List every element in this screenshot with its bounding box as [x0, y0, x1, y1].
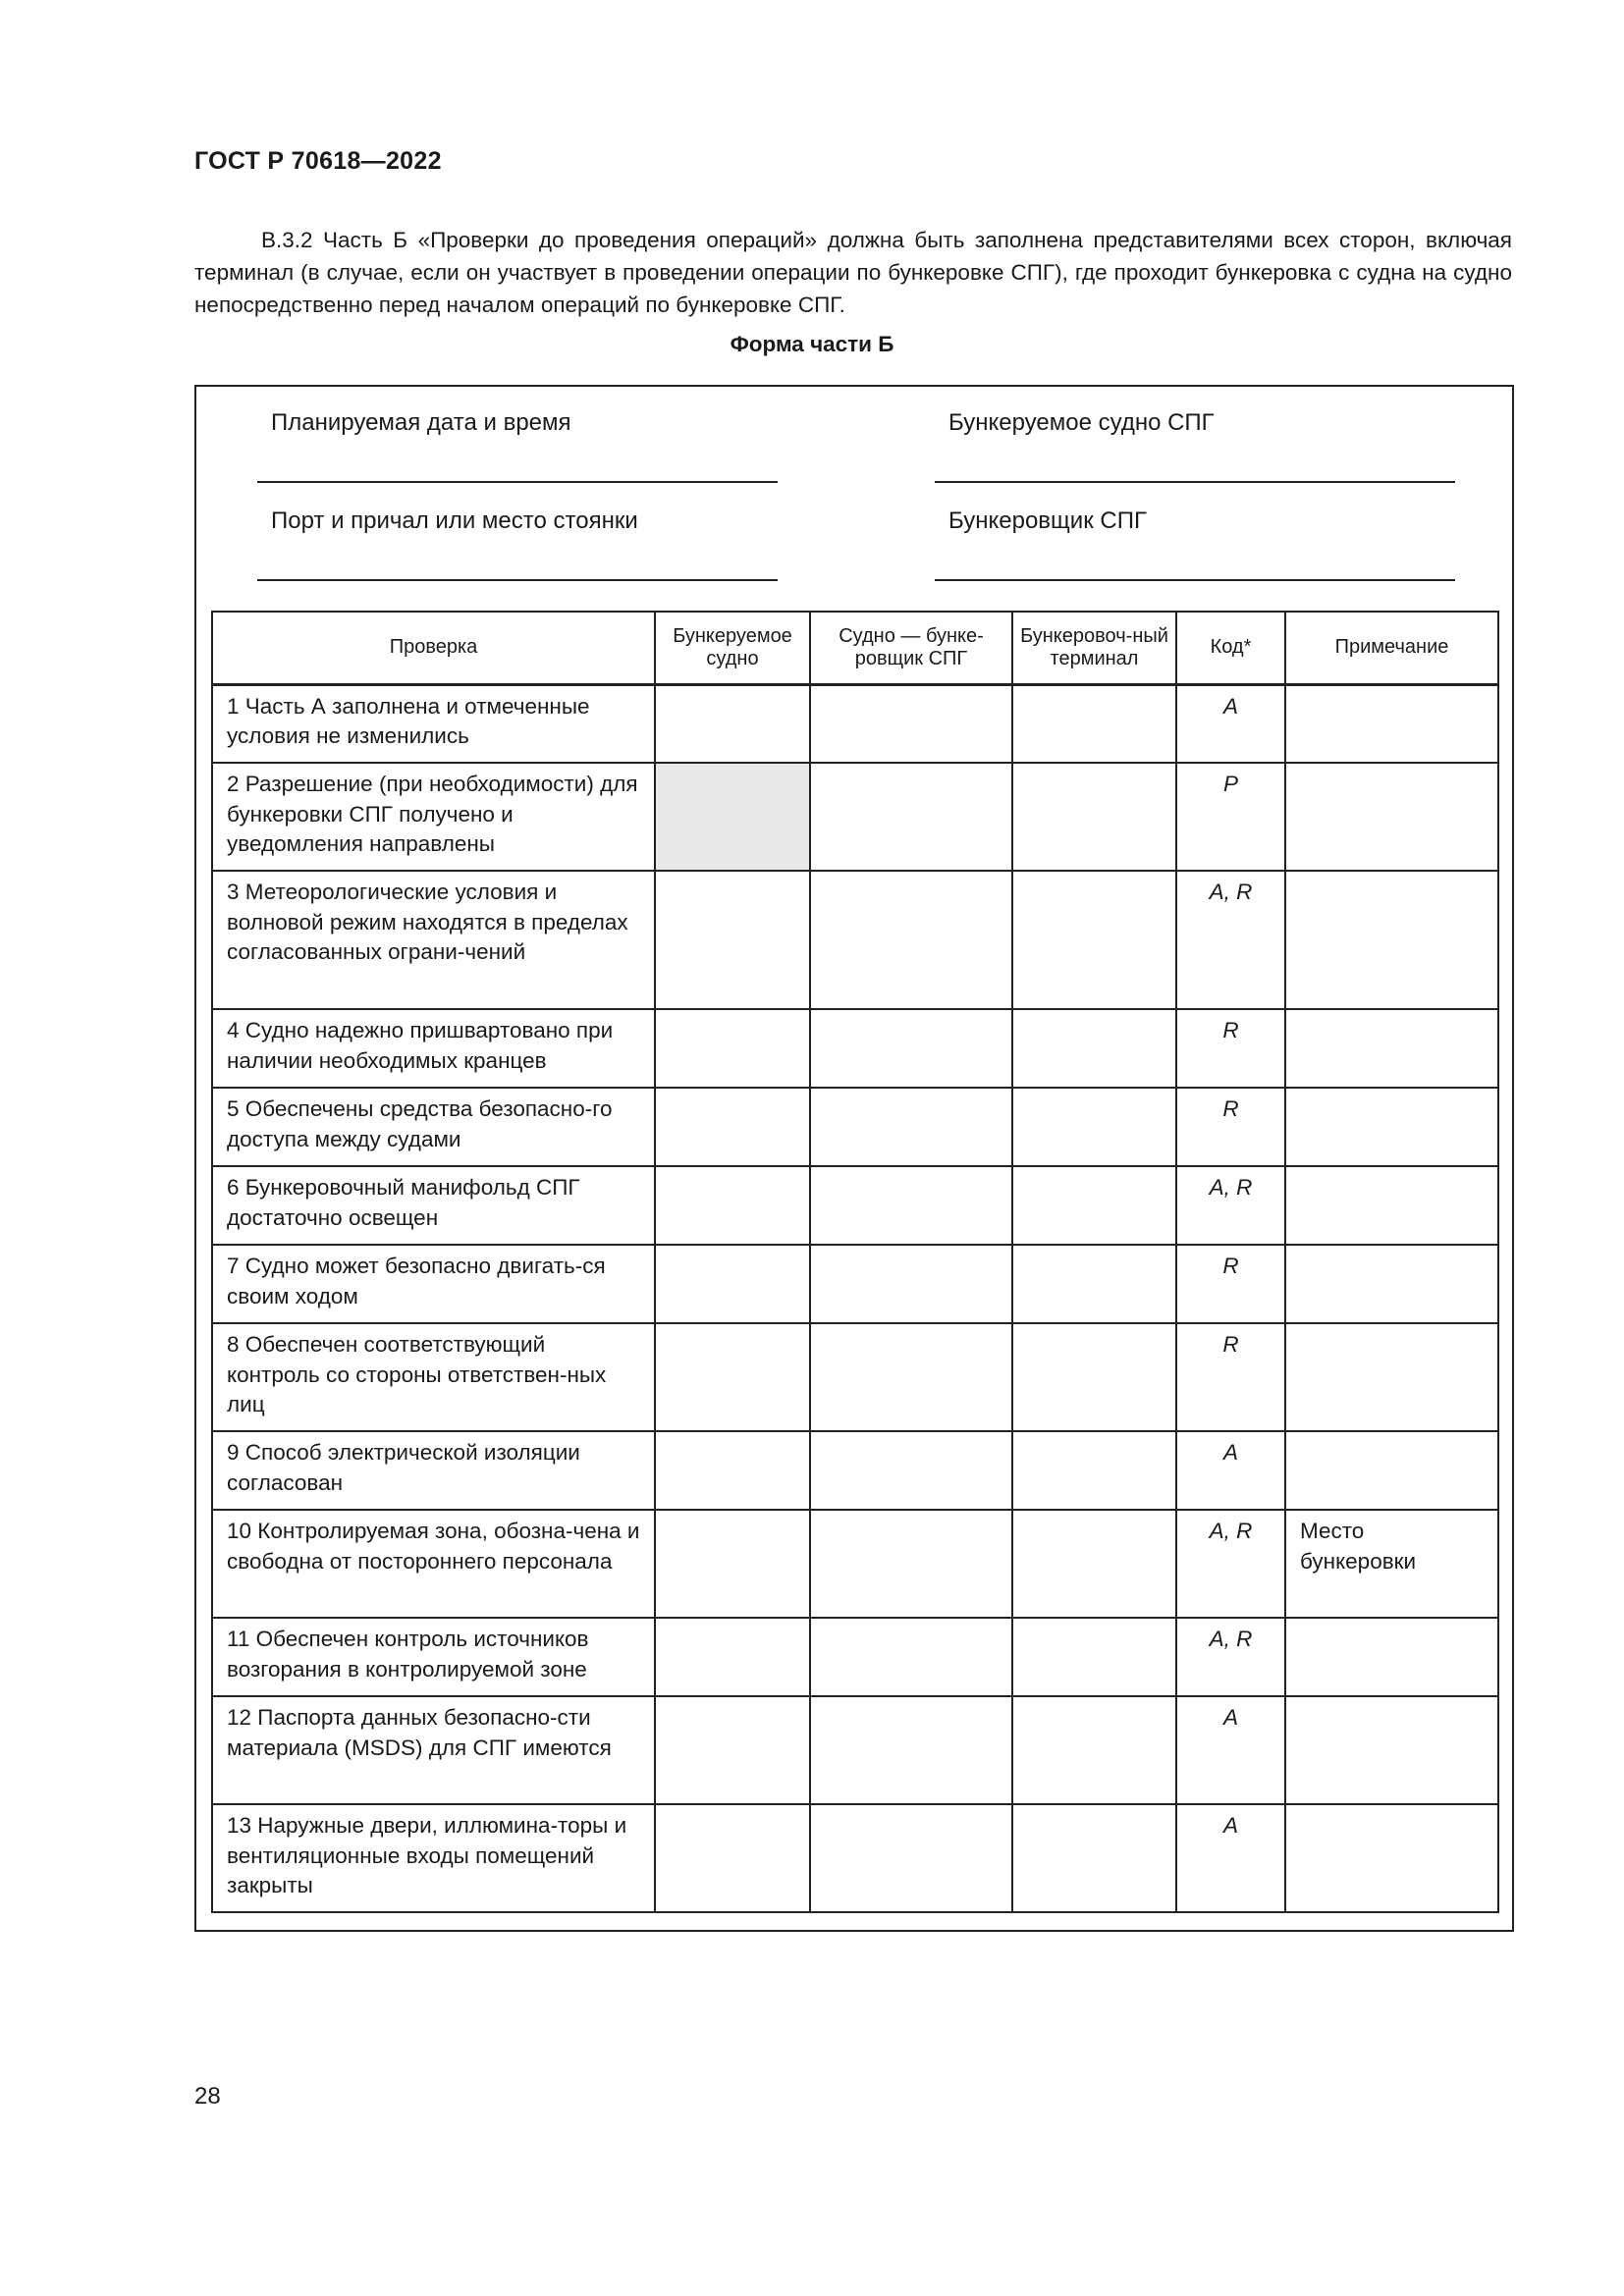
bunker-ship-cell[interactable]	[810, 1431, 1012, 1510]
code-cell: A, R	[1176, 1510, 1285, 1618]
planned-datetime-field[interactable]	[257, 481, 778, 483]
bunker-terminal-cell[interactable]	[1012, 1510, 1176, 1618]
code-cell: A	[1176, 684, 1285, 763]
bunker-terminal-cell[interactable]	[1012, 1245, 1176, 1323]
table-row	[212, 1804, 1498, 1912]
check-cell: 12 Паспорта данных безопасно-сти материала (MSDS) для СПГ имеются	[212, 1696, 655, 1804]
check-cell: 6 Бункеровочный манифольд СПГ достаточно освещен	[212, 1166, 655, 1245]
code-cell: A	[1176, 1431, 1285, 1510]
note-cell[interactable]	[1285, 1696, 1498, 1804]
bunker-terminal-cell[interactable]	[1012, 1696, 1176, 1804]
code-cell: A, R	[1176, 1166, 1285, 1245]
check-cell: 7 Судно может безопасно двигать-ся своим ходом	[212, 1245, 655, 1323]
bunker-ship-cell[interactable]	[810, 1245, 1012, 1323]
table-row	[212, 1166, 1498, 1245]
check-cell: 3 Метеорологические условия и волновой режим находятся в пределах согласованных ограни-чений	[212, 871, 655, 1009]
bunker-terminal-cell[interactable]	[1012, 763, 1176, 871]
table-row	[212, 1696, 1498, 1804]
bunker-terminal-cell[interactable]	[1012, 1088, 1176, 1166]
note-cell[interactable]	[1285, 1166, 1498, 1245]
bunker-supplier-label: Бункеровщик СПГ	[948, 507, 1147, 534]
receiving-ship-cell[interactable]	[655, 1009, 810, 1088]
table-row	[212, 684, 1498, 763]
code-cell: A	[1176, 1804, 1285, 1912]
code-cell: A	[1176, 1696, 1285, 1804]
check-cell: 5 Обеспечены средства безопасно-го доступа между судами	[212, 1088, 655, 1166]
bunker-supplier-field[interactable]	[935, 579, 1455, 581]
table-row	[212, 1510, 1498, 1618]
table-row	[212, 1088, 1498, 1166]
bunker-ship-cell[interactable]	[810, 1166, 1012, 1245]
header-bunker-ship: Судно — бунке-ровщик СПГ	[810, 612, 1012, 684]
bunker-terminal-cell[interactable]	[1012, 684, 1176, 763]
header-check: Проверка	[212, 612, 655, 684]
intro-paragraph: В.3.2 Часть Б «Проверки до проведения операций» должна быть заполнена представителями всех сторон, включая терминал (в случае, если он участвует в проведении операции по бункеровке СПГ), где проходит бункеровка с судна на судно непосредственно перед началом операций по бункеровке СПГ.	[194, 228, 1512, 317]
table-row	[212, 1245, 1498, 1323]
code-cell: R	[1176, 1088, 1285, 1166]
bunker-ship-cell[interactable]	[810, 1510, 1012, 1618]
bunker-terminal-cell[interactable]	[1012, 1009, 1176, 1088]
bunker-ship-cell[interactable]	[810, 1088, 1012, 1166]
bunker-terminal-cell[interactable]	[1012, 1804, 1176, 1912]
code-cell: R	[1176, 1323, 1285, 1431]
page-number: 28	[194, 2083, 221, 2109]
note-cell[interactable]	[1285, 1323, 1498, 1431]
bunker-ship-cell[interactable]	[810, 871, 1012, 1009]
receiving-ship-cell[interactable]	[655, 1696, 810, 1804]
bunker-ship-cell[interactable]	[810, 763, 1012, 871]
check-cell: 11 Обеспечен контроль источников возгорания в контролируемой зоне	[212, 1618, 655, 1696]
receiving-ship-cell[interactable]	[655, 1088, 810, 1166]
receiving-ship-field[interactable]	[935, 481, 1455, 483]
table-row	[212, 763, 1498, 871]
bunker-ship-cell[interactable]	[810, 1323, 1012, 1431]
note-cell[interactable]	[1285, 1009, 1498, 1088]
check-cell: 2 Разрешение (при необходимости) для бункеровки СПГ получено и уведомления направлены	[212, 763, 655, 871]
note-cell[interactable]	[1285, 1245, 1498, 1323]
code-cell: R	[1176, 1245, 1285, 1323]
bunker-terminal-cell[interactable]	[1012, 1431, 1176, 1510]
receiving-ship-cell[interactable]	[655, 871, 810, 1009]
bunker-ship-cell[interactable]	[810, 684, 1012, 763]
receiving-ship-cell[interactable]	[655, 1166, 810, 1245]
bunker-terminal-cell[interactable]	[1012, 871, 1176, 1009]
receiving-ship-cell[interactable]	[655, 1618, 810, 1696]
bunker-ship-cell[interactable]	[810, 1618, 1012, 1696]
document-header: ГОСТ Р 70618—2022	[194, 147, 442, 175]
header-code: Код*	[1176, 612, 1285, 684]
table-row	[212, 1618, 1498, 1696]
bunker-terminal-cell[interactable]	[1012, 1618, 1176, 1696]
form-title: Форма части Б	[730, 332, 894, 356]
note-cell[interactable]: Место бункеровки	[1285, 1510, 1498, 1618]
check-cell: 10 Контролируемая зона, обозна-чена и свободна от постороннего персонала	[212, 1510, 655, 1618]
check-cell: 8 Обеспечен соответствующий контроль со стороны ответствен-ных лиц	[212, 1323, 655, 1431]
bunker-terminal-cell[interactable]	[1012, 1166, 1176, 1245]
receiving-ship-label: Бункеруемое судно СПГ	[948, 409, 1215, 436]
check-cell: 4 Судно надежно пришвартовано при наличии необходимых кранцев	[212, 1009, 655, 1088]
bunker-ship-cell[interactable]	[810, 1804, 1012, 1912]
bunker-terminal-cell[interactable]	[1012, 1323, 1176, 1431]
code-cell: A, R	[1176, 1618, 1285, 1696]
receiving-ship-cell[interactable]	[655, 1323, 810, 1431]
note-cell[interactable]	[1285, 1804, 1498, 1912]
check-cell: 1 Часть А заполнена и отмеченные условия не изменились	[212, 684, 655, 763]
table-row	[212, 871, 1498, 1009]
port-berth-label: Порт и причал или место стоянки	[271, 507, 638, 534]
note-cell[interactable]	[1285, 1088, 1498, 1166]
bunker-ship-cell[interactable]	[810, 1009, 1012, 1088]
table-header-row	[212, 612, 1498, 684]
header-bunker-terminal: Бункеровоч-ный терминал	[1012, 612, 1176, 684]
table-row	[212, 1323, 1498, 1431]
note-cell[interactable]	[1285, 871, 1498, 1009]
note-cell[interactable]	[1285, 1618, 1498, 1696]
table-row	[212, 1431, 1498, 1510]
checks-table	[211, 611, 1499, 1913]
header-note: Примечание	[1285, 612, 1498, 684]
receiving-ship-cell[interactable]	[655, 1510, 810, 1618]
receiving-ship-cell[interactable]	[655, 1245, 810, 1323]
bunker-ship-cell[interactable]	[810, 1696, 1012, 1804]
note-cell[interactable]	[1285, 1431, 1498, 1510]
check-cell: 13 Наружные двери, иллюмина-торы и вентиляционные входы помещений закрыты	[212, 1804, 655, 1912]
receiving-ship-cell[interactable]	[655, 684, 810, 763]
code-cell: P	[1176, 763, 1285, 871]
header-receiving-ship: Бункеруемое судно	[655, 612, 810, 684]
port-berth-field[interactable]	[257, 579, 778, 581]
code-cell: A, R	[1176, 871, 1285, 1009]
receiving-ship-cell[interactable]	[655, 1431, 810, 1510]
receiving-ship-cell[interactable]	[655, 1804, 810, 1912]
note-cell[interactable]	[1285, 684, 1498, 763]
code-cell: R	[1176, 1009, 1285, 1088]
receiving-ship-cell-shaded	[655, 763, 810, 871]
planned-datetime-label: Планируемая дата и время	[271, 409, 571, 436]
note-cell[interactable]	[1285, 763, 1498, 871]
check-cell: 9 Способ электрической изоляции согласован	[212, 1431, 655, 1510]
table-row	[212, 1009, 1498, 1088]
